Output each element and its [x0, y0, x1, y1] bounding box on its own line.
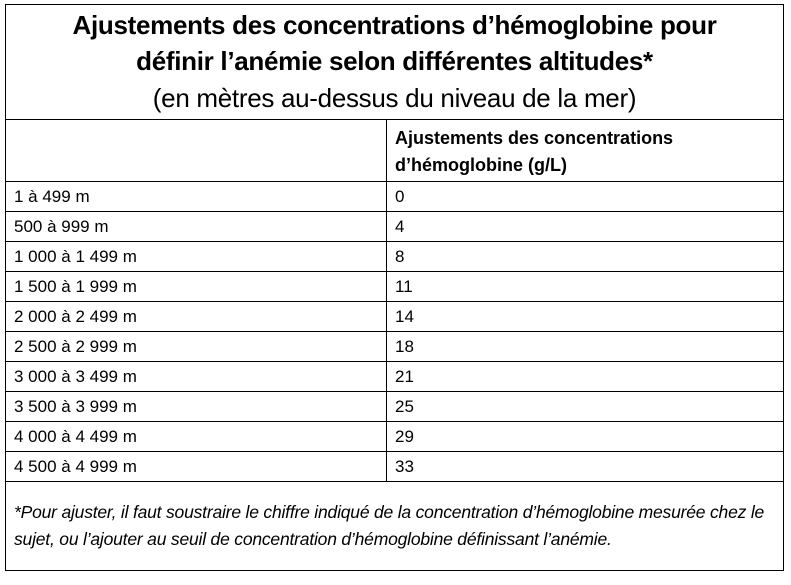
adjustment-cell: 33: [387, 452, 784, 482]
altitude-cell: 1 à 499 m: [6, 182, 387, 212]
adjustment-cell: 11: [387, 272, 784, 302]
adjustment-cell: 29: [387, 422, 784, 452]
title-line-2: définir l’anémie selon différentes altitudes*: [136, 46, 653, 76]
column-header-altitude: [6, 120, 387, 182]
title-line-1: Ajustements des concentrations d’hémoglobine pour: [72, 10, 717, 40]
altitude-cell: 3 000 à 3 499 m: [6, 362, 387, 392]
table-row: [6, 452, 784, 482]
adjustment-cell: 0: [387, 182, 784, 212]
altitude-cell: 1 500 à 1 999 m: [6, 272, 387, 302]
altitude-cell: 4 000 à 4 499 m: [6, 422, 387, 452]
table-row: [6, 272, 784, 302]
table-row: [6, 332, 784, 362]
adjustment-cell: 14: [387, 302, 784, 332]
table-row: [6, 182, 784, 212]
altitude-cell: 1 000 à 1 499 m: [6, 242, 387, 272]
altitude-cell: 2 500 à 2 999 m: [6, 332, 387, 362]
adjustment-cell: 21: [387, 362, 784, 392]
adjustment-cell: 4: [387, 212, 784, 242]
table-title: [6, 5, 784, 120]
column-header-row: [6, 120, 784, 182]
altitude-cell: 2 000 à 2 499 m: [6, 302, 387, 332]
altitude-cell: 4 500 à 4 999 m: [6, 452, 387, 482]
title-subtitle: (en mètres au-dessus du niveau de la mer): [152, 83, 637, 113]
adjustment-cell: 25: [387, 392, 784, 422]
column-header-adjustment: Ajustements des concentrations d’hémoglobine (g/L): [387, 120, 784, 182]
table-row: [6, 392, 784, 422]
adjustment-cell: 8: [387, 242, 784, 272]
table-row: [6, 362, 784, 392]
table-row: [6, 242, 784, 272]
altitude-cell: 3 500 à 3 999 m: [6, 392, 387, 422]
altitude-cell: 500 à 999 m: [6, 212, 387, 242]
footnote-row: [6, 482, 784, 571]
table-row: [6, 422, 784, 452]
hemoglobin-adjustment-table: [5, 4, 784, 571]
title-row: [6, 5, 784, 120]
table-row: [6, 212, 784, 242]
table-row: [6, 302, 784, 332]
adjustment-cell: 18: [387, 332, 784, 362]
footnote: *Pour ajuster, il faut soustraire le chiffre indiqué de la concentration d’hémoglobine mesurée chez le sujet, ou l’ajouter au seuil de concentration d’hémoglobine définissant l’anémie.: [6, 482, 784, 571]
